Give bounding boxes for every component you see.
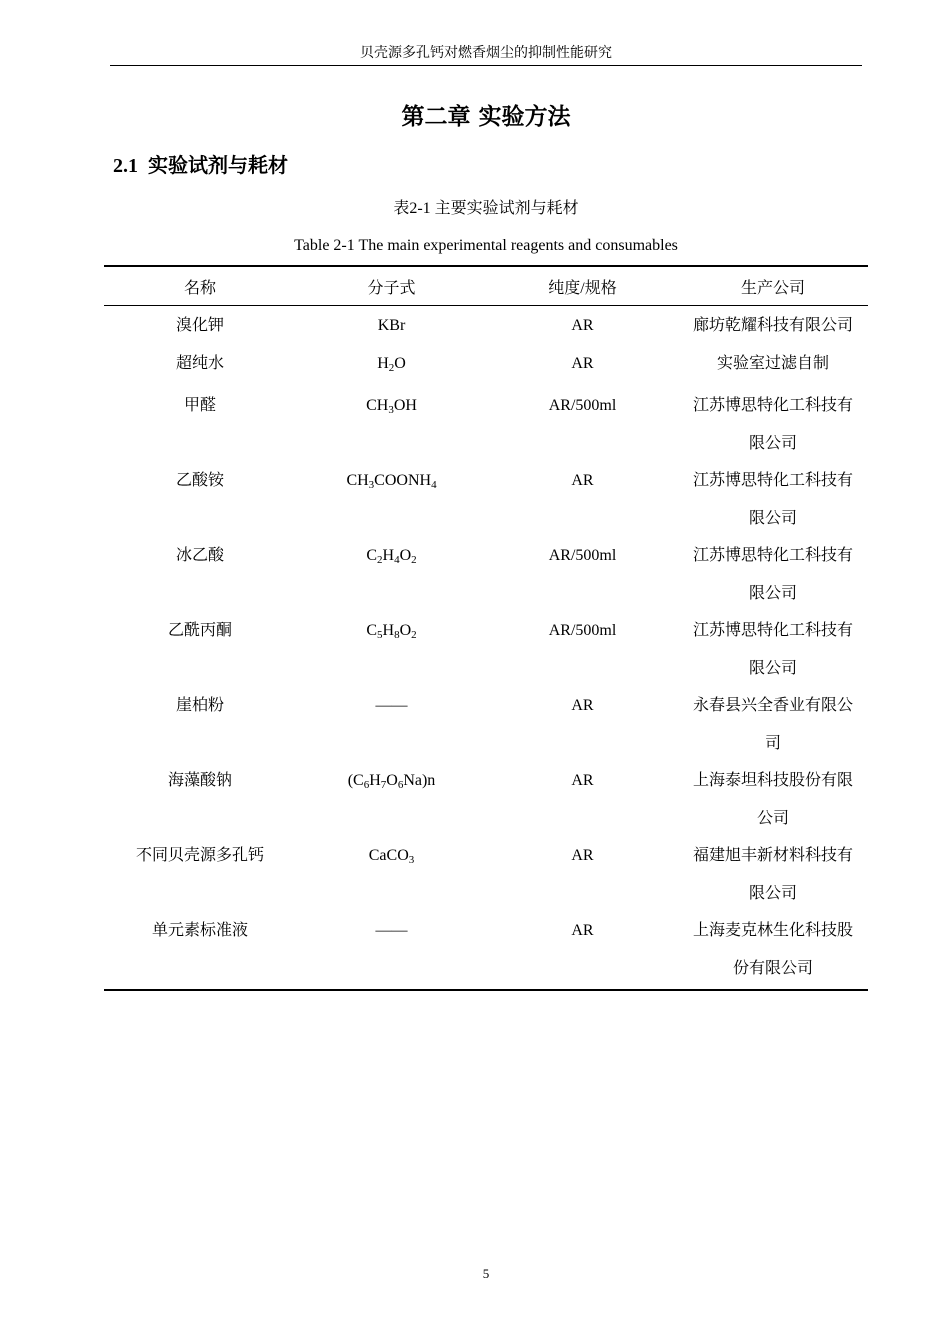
table-caption-cn: 表2-1 主要实验试剂与耗材 <box>393 200 579 217</box>
reagent-purity: AR <box>571 354 594 372</box>
reagent-maker-cell <box>678 345 868 388</box>
reagent-maker: 上海麦克林生化科技股份有限公司 <box>693 922 854 977</box>
formula-subscript: 2 <box>377 554 383 566</box>
table-row <box>104 345 868 388</box>
table-row <box>104 912 868 990</box>
reagent-name: 甲醛 <box>183 397 216 414</box>
reagent-purity: AR <box>571 772 594 789</box>
reagent-purity: AR <box>571 922 594 939</box>
reagent-formula <box>296 837 487 912</box>
formula-subscript: 3 <box>408 854 415 866</box>
reagent-name: 冰乙酸 <box>175 547 224 564</box>
formula-text: H <box>369 772 381 789</box>
formula-subscript: 7 <box>380 779 387 791</box>
header-rule <box>110 65 862 66</box>
reagent-purity: AR <box>571 847 594 864</box>
header-purity: 纯度/规格 <box>548 279 617 297</box>
reagent-maker: 廊坊乾耀科技有限公司 <box>693 317 854 334</box>
reagent-maker: 江苏博思特化工科技有限公司 <box>693 472 854 527</box>
formula-subscript: 6 <box>397 779 404 791</box>
table-row <box>104 537 868 612</box>
reagent-purity: AR/500ml <box>548 397 617 414</box>
reagent-maker: 江苏博思特化工科技有限公司 <box>693 547 854 602</box>
formula-subscript: 2 <box>388 361 395 374</box>
reagent-maker: 江苏博思特化工科技有限公司 <box>693 397 854 452</box>
reagent-purity: AR <box>571 317 594 334</box>
formula-text: C <box>366 622 378 639</box>
reagent-formula <box>296 537 487 612</box>
reagent-maker-cell <box>678 537 868 612</box>
reagent-name: 超纯水 <box>175 354 224 372</box>
reagents-table <box>104 265 868 991</box>
reagent-name: 溴化钾 <box>175 317 224 334</box>
formula-text: H <box>382 622 395 639</box>
formula-subscript: 2 <box>411 629 417 641</box>
formula-text: —— <box>375 922 408 939</box>
reagent-formula <box>296 687 487 762</box>
reagent-name: 单元素标准液 <box>151 922 248 939</box>
reagent-formula <box>296 912 487 990</box>
reagent-name: 乙酸铵 <box>175 472 224 489</box>
formula-text: O <box>386 772 398 789</box>
reagent-name: 乙酰丙酮 <box>167 622 232 639</box>
reagent-name: 崖柏粉 <box>175 697 224 714</box>
reagent-maker: 上海泰坦科技股份有限公司 <box>693 772 854 827</box>
formula-subscript: 3 <box>368 479 375 491</box>
table-header-row <box>104 266 868 306</box>
reagent-maker: 永春县兴全香业有限公司 <box>693 697 854 752</box>
table-row <box>104 387 868 462</box>
formula-text: OH <box>393 397 417 414</box>
section-number: 2.1 <box>113 155 138 177</box>
formula-subscript: 6 <box>363 779 370 791</box>
formula-subscript: 8 <box>394 629 400 641</box>
section-title: 实验试剂与耗材 <box>148 153 288 177</box>
table-row <box>104 762 868 837</box>
reagent-maker: 实验室过滤自制 <box>716 354 829 372</box>
formula-subscript: 3 <box>388 404 394 416</box>
reagent-purity: AR/500ml <box>548 547 617 564</box>
reagent-formula <box>296 387 487 462</box>
header-formula: 分子式 <box>367 279 416 297</box>
formula-text: O <box>394 354 406 372</box>
formula-subscript: 5 <box>377 629 383 641</box>
formula-subscript: 4 <box>431 479 437 491</box>
header-maker: 生产公司 <box>740 279 805 297</box>
formula-text: H <box>377 354 389 372</box>
reagent-maker-cell <box>678 762 868 837</box>
chapter-title: 第二章 实验方法 <box>401 104 571 130</box>
formula-text: Na)n <box>403 772 436 789</box>
formula-text: C <box>366 547 378 564</box>
reagent-name: 海藻酸钠 <box>167 772 232 789</box>
formula-text: O <box>399 547 412 564</box>
reagent-formula <box>296 462 487 537</box>
section-heading <box>113 150 288 181</box>
table-body <box>104 306 868 991</box>
table-caption-en: Table 2-1 The main experimental reagents and consumables <box>294 237 678 254</box>
formula-text: COONH <box>374 472 432 489</box>
reagent-name: 不同贝壳源多孔钙 <box>135 847 264 864</box>
formula-subscript: 2 <box>411 554 417 566</box>
table-row <box>104 837 868 912</box>
reagent-formula <box>296 306 487 345</box>
formula-text: —— <box>375 697 408 714</box>
formula-text: CH <box>346 472 369 489</box>
formula-text: CH <box>366 397 389 414</box>
table-row <box>104 462 868 537</box>
reagent-maker: 福建旭丰新材料科技有限公司 <box>693 847 854 902</box>
reagent-maker-cell <box>678 306 868 345</box>
reagent-maker: 江苏博思特化工科技有限公司 <box>693 622 854 677</box>
reagent-purity: AR <box>571 697 594 714</box>
table-row <box>104 687 868 762</box>
reagent-maker-cell <box>678 912 868 990</box>
table-row <box>104 306 868 345</box>
reagent-maker-cell <box>678 387 868 462</box>
reagent-maker-cell <box>678 612 868 687</box>
page-number: 5 <box>482 1266 490 1281</box>
reagent-formula <box>296 612 487 687</box>
reagent-maker-cell <box>678 837 868 912</box>
header-name: 名称 <box>183 279 216 297</box>
reagent-maker-cell <box>678 687 868 762</box>
reagent-formula <box>296 762 487 837</box>
reagent-purity: AR <box>571 472 594 489</box>
reagent-formula <box>296 345 487 388</box>
formula-text: H <box>382 547 395 564</box>
table-row <box>104 612 868 687</box>
reagent-maker-cell <box>678 462 868 537</box>
formula-text: (C <box>347 772 364 789</box>
page-header: 贝壳源多孔钙对燃香烟尘的抑制性能研究 <box>360 46 612 61</box>
formula-text: O <box>399 622 412 639</box>
reagent-purity: AR/500ml <box>548 622 617 639</box>
formula-text: CaCO <box>368 847 409 864</box>
formula-text: KBr <box>377 317 406 334</box>
formula-subscript: 4 <box>394 554 400 566</box>
